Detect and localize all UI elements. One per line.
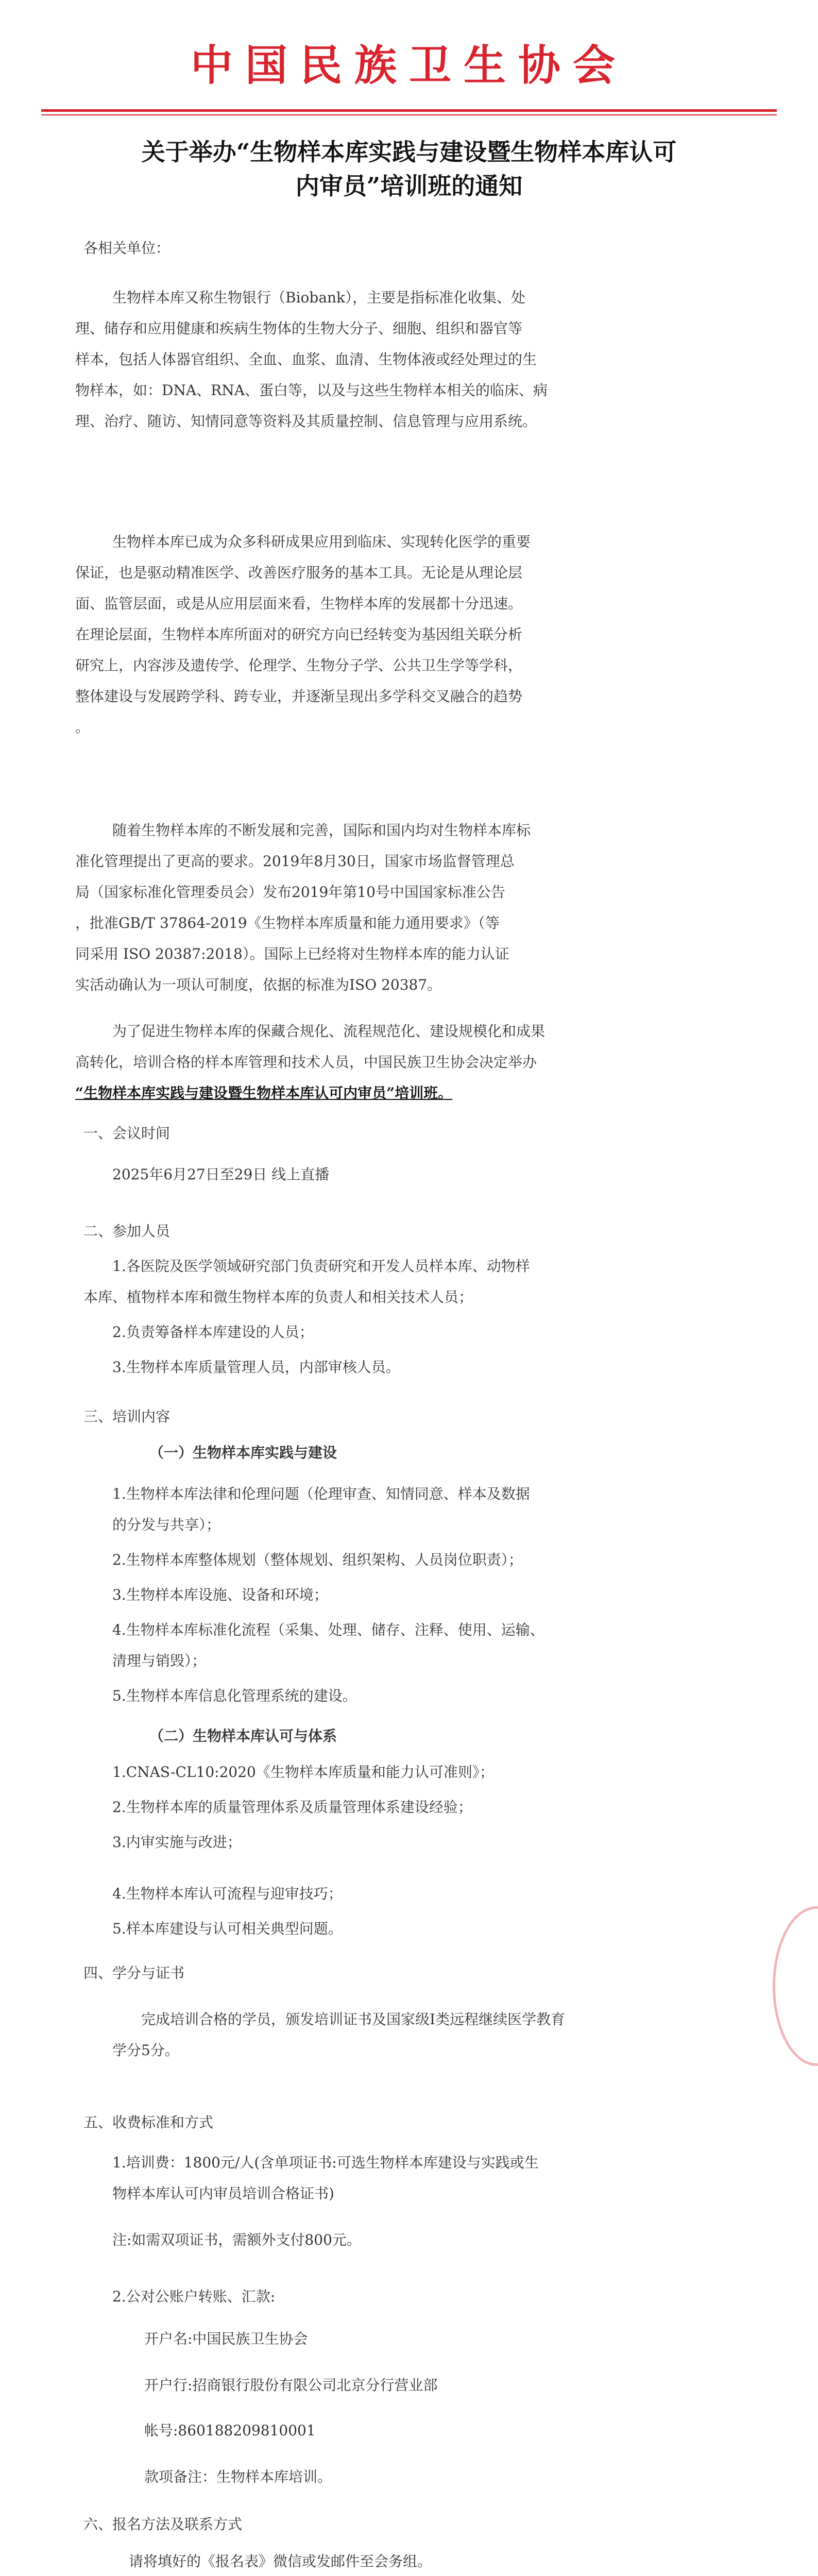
paragraph-3: [75, 815, 777, 1001]
transfer-label: 2.公对公账户转账、汇款:: [112, 2288, 276, 2305]
training-item: 1.CNAS-CL10:2020《生物样本库质量和能力认可准则》；: [112, 1764, 494, 1781]
section-6-heading: 六、报名方法及联系方式: [83, 2516, 243, 2533]
intro-line: 生物样本库又称生物银行（Biobank），主要是指标准化收集、处: [112, 289, 526, 306]
para3-line: 实活动确认为一项认可制度，依据的标准为ISO 20387。: [75, 976, 442, 993]
training-item: 的分发与共享）；: [112, 1516, 221, 1533]
intro-line: 理、储存和应用健康和疾病生物体的生物大分子、细胞、组织和器官等: [75, 320, 523, 337]
participant-item: 本库、植物样本库和微生物样本库的负责人和相关技术人员；: [83, 1289, 473, 1306]
para2-line: 生物样本库已成为众多科研成果应用到临床、实现转化医学的重要: [112, 533, 531, 550]
org-header-title: 中国民族卫生协会: [190, 41, 627, 90]
participant-item: 2.负责筹备样本库建设的人员；: [112, 1324, 314, 1341]
fee-line: 物样本库认可内审员培训合格证书): [112, 2185, 334, 2202]
training-item: 3.内审实施与改进；: [112, 1834, 242, 1851]
intro-line: 理、治疗、随访、知情同意等资料及其质量控制、信息管理与应用系统。: [75, 413, 537, 430]
training-part-1-heading: （一）生物样本库实践与建设: [149, 1444, 337, 1461]
credits-line: 完成培训合格的学员，颁发培训证书及国家级I类远程继续医学教育: [141, 2011, 566, 2028]
para4-line: 为了促进生物样本库的保藏合规化、流程规范化、建设规模化和成果: [112, 1023, 546, 1040]
training-part-2-heading: （二）生物样本库认可与体系: [149, 1727, 337, 1744]
training-item: 5.生物样本库信息化管理系统的建设。: [112, 1687, 357, 1704]
paragraph-2: [75, 527, 777, 743]
title-line-1: 关于举办“生物样本库实践与建设暨生物样本库认可: [141, 138, 677, 166]
participant-item: 3.生物样本库质量管理人员，内部审核人员。: [112, 1359, 400, 1376]
document-title: [82, 135, 736, 203]
participants-list: [83, 1251, 772, 1383]
account-number: 帐号:860188209810001: [144, 2422, 316, 2439]
para2-line: 保证，也是驱动精准医学、改善医疗服务的基本工具。无论是从理论层: [75, 564, 523, 581]
para2-line: 在理论层面，生物样本库所面对的研究方向已经转变为基因组关联分析: [75, 626, 523, 643]
fee-line: 1.培训费：1800元/人(含单项证书:可选生物样本库建设与实践或生: [112, 2154, 539, 2171]
payment-remark: 款项备注：生物样本库培训。: [144, 2468, 332, 2485]
para3-line: 准化管理提出了更高的要求。2019年8月30日，国家市场监督管理总: [75, 853, 515, 870]
bank-name: 开户行:招商银行股份有限公司北京分行营业部: [144, 2377, 438, 2394]
fee-paragraph: [112, 2147, 777, 2209]
para3-line: 随着生物样本库的不断发展和完善，国际和国内均对生物样本库标: [112, 822, 531, 839]
training-item: 4.生物样本库认可流程与迎审技巧；: [112, 1885, 343, 1902]
para2-line: 整体建设与发展跨学科、跨专业，并逐渐呈现出多学科交叉融合的趋势: [75, 688, 523, 705]
para3-line: 同采用 ISO 20387:2018）。国际上已经将对生物样本库的能力认证: [75, 945, 509, 962]
credits-line: 学分5分。: [112, 2042, 179, 2059]
credits-paragraph: [112, 2004, 777, 2066]
paragraph-4: [75, 1016, 777, 1109]
para4-line: 高转化，培训合格的样本库管理和技术人员，中国民族卫生协会决定举办: [75, 1054, 537, 1071]
header-divider-thin: [41, 114, 777, 115]
section-5-heading: 五、收费标准和方式: [83, 2114, 214, 2131]
account-name: 开户名:中国民族卫生协会: [144, 2330, 308, 2347]
training-item: 2.生物样本库整体规划（整体规划、组织架构、人员岗位职责）；: [112, 1551, 523, 1568]
training-part-2-list: [112, 1757, 777, 1944]
section-1-heading: 一、会议时间: [83, 1125, 171, 1142]
fee-note: 注:如需双项证书，需额外支付800元。: [112, 2231, 361, 2248]
salutation: 各相关单位：: [83, 240, 171, 257]
registration-instructions: 请将填好的《报名表》微信或发邮件至会务组。: [129, 2553, 432, 2570]
training-part-1-list: [112, 1479, 777, 1711]
intro-line: 物样本，如：DNA、RNA、蛋白等，以及与这些生物样本相关的临床、病: [75, 382, 548, 399]
para2-line: 面、监管层面，或是从应用层面来看，生物样本库的发展都十分迅速。: [75, 595, 523, 612]
section-3-heading: 三、培训内容: [83, 1408, 171, 1425]
para3-line: ，批准GB/T 37864-2019《生物样本库质量和能力通用要求》（等: [75, 914, 500, 931]
side-seal-mark: [773, 1906, 818, 2066]
para3-line: 局（国家标准化管理委员会）发布2019年第10号中国国家标准公告: [75, 884, 505, 901]
header-divider: [41, 109, 777, 112]
intro-line: 样本，包括人体器官组织、全血、血浆、血清、生物体液或经处理过的生: [75, 351, 537, 368]
para2-line: 。: [75, 719, 90, 736]
participant-item: 1.各医院及医学领域研究部门负责研究和开发人员样本库、动物样: [112, 1258, 530, 1275]
training-item: 2.生物样本库的质量管理体系及质量管理体系建设经验；: [112, 1799, 472, 1816]
training-item: 3.生物样本库设施、设备和环境；: [112, 1586, 328, 1603]
training-item: 1.生物样本库法律和伦理问题（伦理审查、知情同意、样本及数据: [112, 1485, 530, 1502]
training-name-highlight: “生物样本库实践与建设暨生物样本库认可内审员”培训班。: [75, 1084, 453, 1101]
meeting-time: 2025年6月27日至29日 线上直播: [112, 1166, 330, 1183]
training-item: 5.样本库建设与认可相关典型问题。: [112, 1920, 343, 1937]
section-4-heading: 四、学分与证书: [83, 1964, 185, 1981]
intro-paragraph: [75, 282, 777, 437]
training-item: 清理与销毁）；: [112, 1652, 207, 1669]
title-line-2: 内审员”培训班的通知: [295, 172, 523, 200]
training-item: 4.生物样本库标准化流程（采集、处理、储存、注释、使用、运输、: [112, 1621, 544, 1638]
para2-line: 研究上，内容涉及遗传学、伦理学、生物分子学、公共卫生学等学科，: [75, 657, 523, 674]
section-2-heading: 二、参加人员: [83, 1223, 171, 1240]
